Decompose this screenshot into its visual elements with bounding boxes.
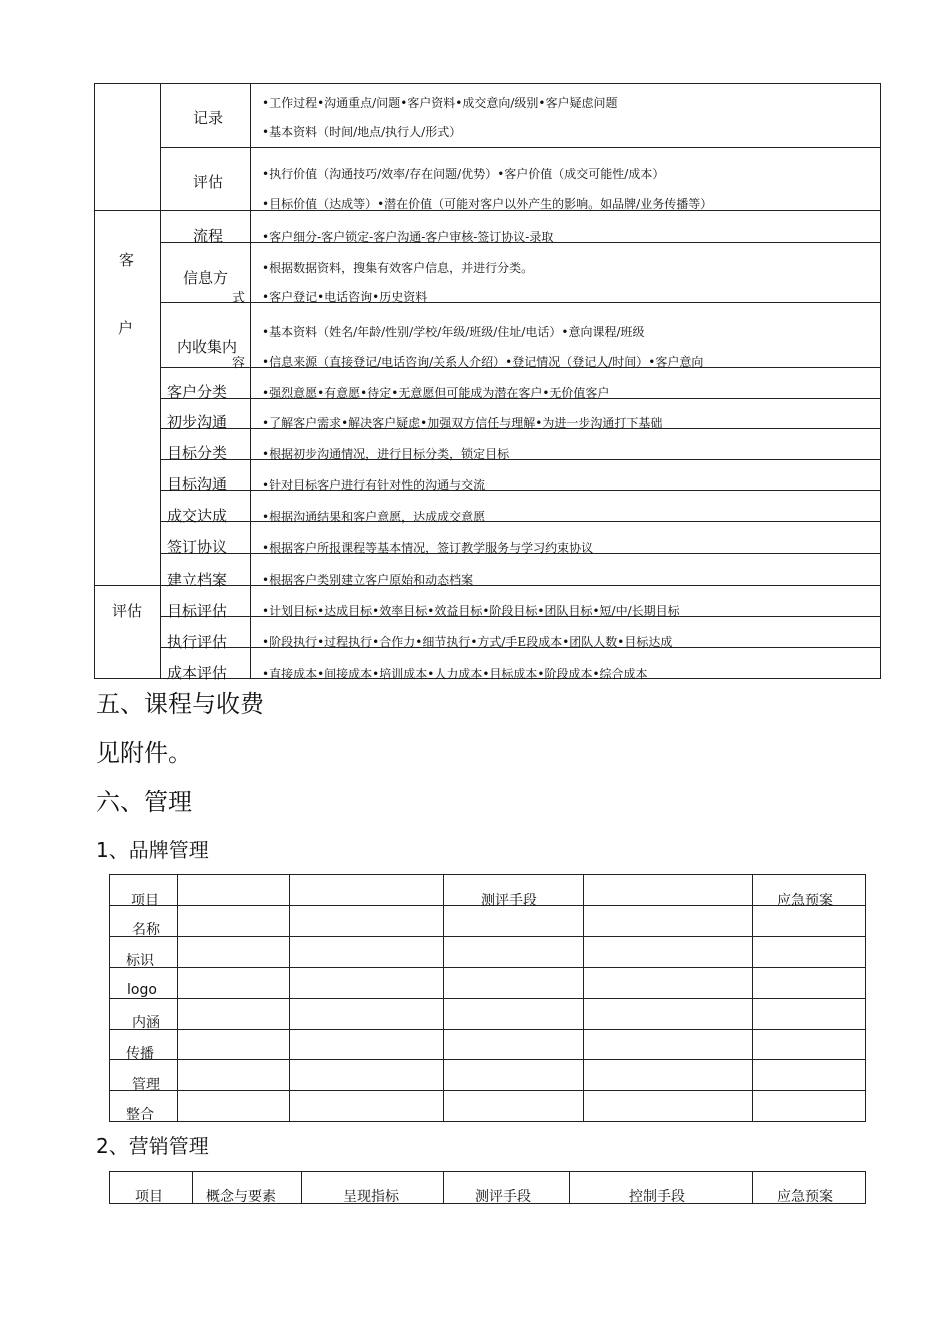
brand-row-identity: 标识 bbox=[126, 953, 154, 969]
row-info-method-line-2: •客户登记•电话咨询•历史资料 bbox=[262, 290, 428, 304]
brand-row-logo: logo bbox=[127, 982, 157, 998]
group-label-customer-top: 客 bbox=[119, 251, 135, 269]
row-label-info-method-1: 信息方 bbox=[183, 269, 229, 287]
row-initial-communication-line: •了解客户需求•解决客户疑虑•加强双方信任与理解•为进一步沟通打下基础 bbox=[262, 416, 663, 430]
row-label-target-evaluation: 目标评估 bbox=[167, 602, 228, 620]
brand-management-title: 1、品牌管理 bbox=[96, 838, 209, 862]
row-assess-line-2: •目标价值（达成等）•潜在价值（可能对客户以外产生的影响。如品牌/业务传播等） bbox=[262, 197, 713, 211]
section-5-body: 见附件。 bbox=[96, 739, 192, 767]
group-label-evaluation: 评估 bbox=[112, 602, 143, 620]
marketing-header-control-method: 控制手段 bbox=[629, 1189, 685, 1205]
row-cost-evaluation-line: •直接成本•间接成本•培训成本•人力成本•目标成本•阶段成本•综合成本 bbox=[262, 667, 648, 681]
row-create-file-line: •根据客户类别建立客户原始和动态档案 bbox=[262, 573, 474, 587]
brand-header-contingency-plan: 应急预案 bbox=[777, 893, 833, 909]
row-customer-category-line: •强烈意愿•有意愿•待定•无意愿但可能成为潜在客户•无价值客户 bbox=[262, 386, 610, 400]
row-label-process: 流程 bbox=[193, 227, 224, 245]
section-5-heading: 五、课程与收费 bbox=[96, 690, 264, 718]
group-label-customer-bottom: 户 bbox=[118, 319, 134, 337]
row-label-target-category: 目标分类 bbox=[167, 444, 228, 462]
row-label-target-communication: 目标沟通 bbox=[167, 475, 228, 493]
brand-row-management: 管理 bbox=[132, 1077, 160, 1093]
marketing-header-presentation-indicator: 呈现指标 bbox=[343, 1189, 399, 1205]
row-label-info-method-2: 式 bbox=[232, 291, 246, 306]
row-collect-content-line-1: •基本资料（姓名/年龄/性别/学校/年级/班级/住址/电话）•意向课程/班级 bbox=[262, 325, 645, 339]
brand-row-communication: 传播 bbox=[126, 1046, 154, 1062]
row-execution-evaluation-line: •阶段执行•过程执行•合作力•细节执行•方式/手E段成本•团队人数•目标达成 bbox=[262, 635, 673, 649]
row-label-cost-evaluation: 成本评估 bbox=[167, 664, 228, 682]
row-label-customer-category: 客户分类 bbox=[167, 383, 228, 401]
marketing-management-title: 2、营销管理 bbox=[96, 1134, 209, 1158]
row-target-communication-line: •针对目标客户进行有针对性的沟通与交流 bbox=[262, 478, 486, 492]
row-label-initial-communication: 初步沟通 bbox=[167, 413, 228, 431]
row-label-collect-content-2: 容 bbox=[232, 356, 246, 371]
row-assess-line-1: •执行价值（沟通技巧/效率/存在问题/优势）•客户价值（成交可能性/成本） bbox=[262, 167, 665, 181]
marketing-header-concept-elements: 概念与要素 bbox=[206, 1189, 276, 1205]
marketing-header-evaluation-method: 测评手段 bbox=[475, 1189, 531, 1205]
row-deal-closing-line: •根据沟通结果和客户意愿，达成成交意愿 bbox=[262, 510, 486, 524]
row-info-method-line-1: •根据数据资料，搜集有效客户信息，并进行分类。 bbox=[262, 261, 534, 275]
row-label-collect-content-1: 内收集内 bbox=[177, 338, 238, 356]
brand-header-evaluation-method: 测评手段 bbox=[481, 893, 537, 909]
section-6-heading: 六、管理 bbox=[96, 788, 192, 816]
brand-row-connotation: 内涵 bbox=[132, 1015, 160, 1031]
brand-row-name: 名称 bbox=[132, 922, 160, 938]
row-target-evaluation-line: •计划目标•达成目标•效率目标•效益目标•阶段目标•团队目标•短/中/长期目标 bbox=[262, 604, 680, 618]
row-sign-agreement-line: •根据客户所报课程等基本情况，签订教学服务与学习约束协议 bbox=[262, 541, 594, 555]
row-label-deal-closing: 成交达成 bbox=[167, 507, 228, 525]
row-record-line-1: •工作过程•沟通重点/问题•客户资料•成交意向/级别•客户疑虑问题 bbox=[262, 96, 618, 110]
marketing-header-contingency-plan: 应急预案 bbox=[777, 1189, 833, 1205]
row-collect-content-line-2: •信息来源（直接登记/电话咨询/关系人介绍）•登记情况（登记人/时间）•客户意向 bbox=[262, 355, 704, 369]
brand-row-integration: 整合 bbox=[126, 1107, 154, 1123]
row-target-category-line: •根据初步沟通情况，进行目标分类，锁定目标 bbox=[262, 447, 510, 461]
row-label-create-file: 建立档案 bbox=[167, 571, 228, 589]
brand-header-item: 项目 bbox=[131, 893, 159, 909]
row-label-record: 记录 bbox=[193, 109, 224, 127]
row-process-line-1: •客户细分-客户锁定-客户沟通-客户审核-签订协议-录取 bbox=[262, 230, 554, 244]
row-label-assess: 评估 bbox=[193, 173, 224, 191]
row-label-execution-evaluation: 执行评估 bbox=[167, 633, 228, 651]
marketing-header-item: 项目 bbox=[135, 1189, 163, 1205]
row-label-sign-agreement: 签订协议 bbox=[167, 538, 228, 556]
row-record-line-2: •基本资料（时间/地点/执行人/形式） bbox=[262, 125, 462, 139]
